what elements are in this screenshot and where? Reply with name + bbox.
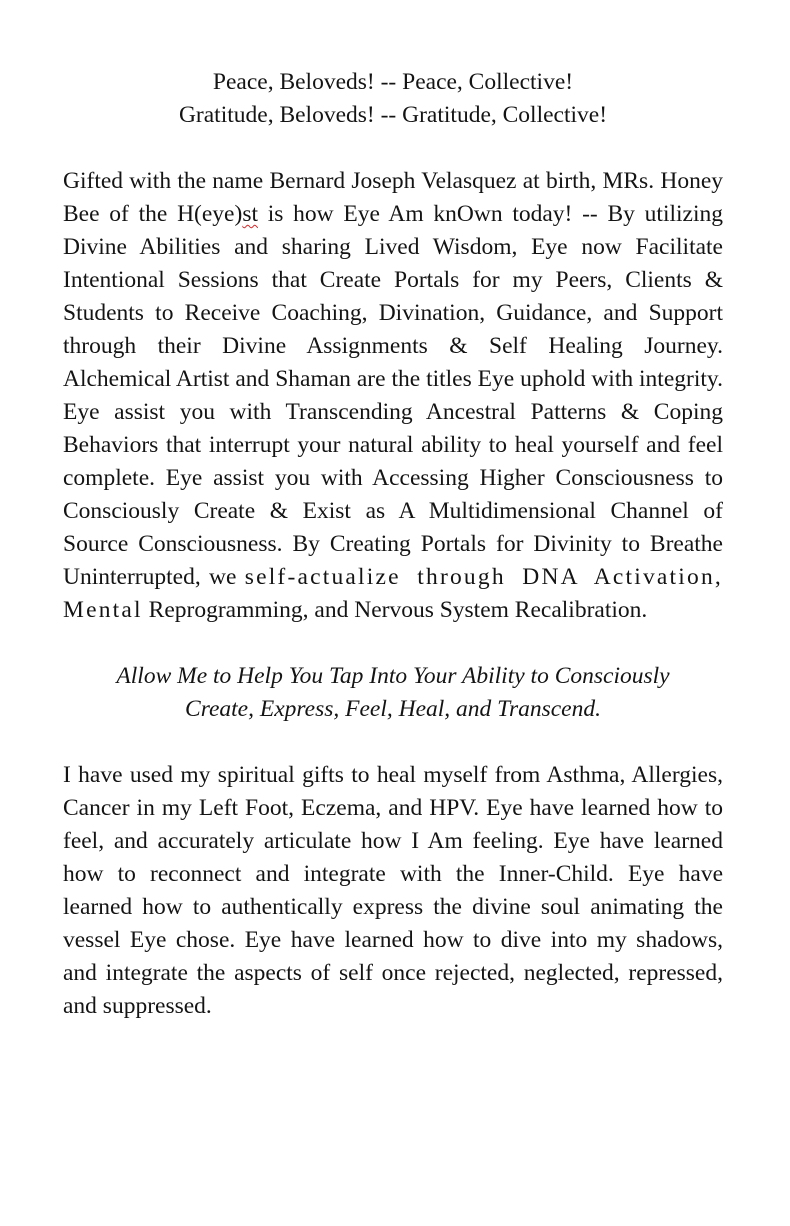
- bio-text-wide-line: self-actualize through DNA Activation, Mental: [63, 564, 723, 623]
- bio-text: [63, 165, 723, 627]
- testimony-text: I have used my spiritual gifts to heal myself from Asthma, Allergies, Cancer in my Left Foot, Eczema, and HPV. Eye have learned how to feel, and accurately articulate how I Am feeling. Eye have learned how to reconnect and integrate with the Inner-Child. Eye have learned how to authentically express the divine soul animating the vessel Eye chose. Eye have learned how to dive into my shadows, and integrate the aspects of self once rejected, neglected, repressed, and suppressed.: [63, 762, 723, 1019]
- bio-text-part-2: is how Eye Am knOwn today! -- By utilizing Divine Abilities and sharing Lived Wisdom, Eye now Facilitate Intentional Sessions that Create Portals for my Peers, Clients & Students to Receive Coaching, Divination, Guidance, and Support through their Divine Assignments & Self Healing Journey. Alchemical Artist and Shaman are the titles Eye uphold with integrity. Eye assist you with Transcending Ancestral Patterns & Coping Behaviors that interrupt your natural ability to heal yourself and feel complete. Eye assist you with Accessing Higher Consciousness to Consciously Create & Exist as A Multidimensional Channel of Source Consciousness. By Creating Portals for Divinity to Breathe Uninterrupted, we: [63, 201, 724, 590]
- paragraph-spacer: [63, 132, 723, 165]
- bio-text-part-1: Gifted with the name Bernard Joseph Velasquez at birth, MRs. Honey Bee of the H(eye): [63, 168, 723, 227]
- quote-line-1: Allow Me to Help You Tap Into Your Ability to Consciously: [116, 663, 670, 689]
- paragraph-spacer: [63, 627, 723, 660]
- bio-paragraph: [63, 165, 723, 627]
- paragraph-spacer: [63, 726, 723, 759]
- spellcheck-flagged-word[interactable]: st: [242, 201, 258, 227]
- testimony-paragraph: [63, 759, 723, 1023]
- document-page: [63, 66, 723, 1023]
- greeting-line-2: Gratitude, Beloveds! -- Gratitude, Collective!: [178, 102, 608, 128]
- italic-quote-block: [63, 660, 723, 726]
- greeting-block: [63, 66, 723, 132]
- bio-text-part-3: Reprogramming, and Nervous System Recalibration.: [142, 597, 648, 623]
- greeting-line-1: Peace, Beloveds! -- Peace, Collective!: [212, 69, 574, 95]
- quote-line-2: Create, Express, Feel, Heal, and Transcend.: [185, 696, 601, 722]
